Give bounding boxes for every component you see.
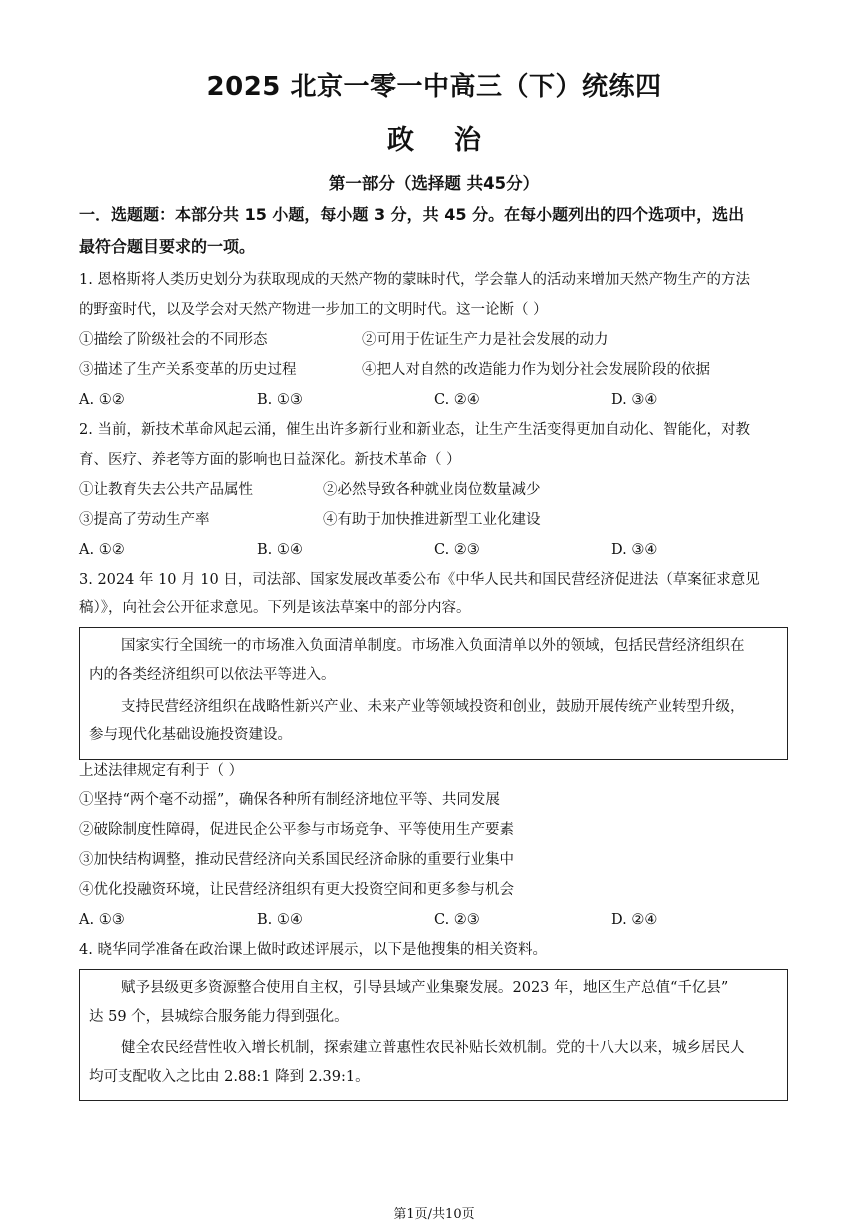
q3-material-line-2: 内的各类经济组织可以依法平等进入。	[89, 667, 336, 683]
q2-statement-3: ③提高了劳动生产率	[79, 512, 210, 528]
q4-stem-line-1: 4. 晓华同学准备在政治课上做时政述评展示，以下是他搜集的相关资料。	[79, 942, 547, 958]
q3-material-box	[79, 627, 788, 760]
q3-choice-a: A. ①③	[79, 912, 125, 928]
q3-choice-c: C. ②③	[434, 912, 480, 928]
q2-statement-1: ①让教育失去公共产品属性	[79, 482, 253, 498]
q3-statement-2: ②破除制度性障碍，促进民企公平参与市场竞争、平等使用生产要素	[79, 822, 514, 838]
q2-choice-b: B. ①④	[257, 542, 303, 558]
q2-choice-a: A. ①②	[79, 542, 125, 558]
q2-statement-2: ②必然导致各种就业岗位数量减少	[323, 482, 541, 498]
q4-material-box	[79, 969, 788, 1101]
q2-stem-line-2: 育、医疗、养老等方面的影响也日益深化。新技术革命（ ）	[79, 452, 461, 468]
subject-title: 政治	[387, 125, 521, 156]
instructions-line-2: 最符合题目要求的一项。	[79, 237, 256, 256]
q1-choice-d: D. ③④	[611, 392, 658, 408]
q1-statement-2: ②可用于佐证生产力是社会发展的动力	[362, 332, 609, 348]
q1-statement-1: ①描绘了阶级社会的不同形态	[79, 332, 268, 348]
instructions-line-1: 一．选题题：本部分共 15 小题，每小题 3 分，共 45 分。在每小题列出的四个选项中，选出	[79, 205, 745, 224]
q4-material-line-2: 达 59 个，县城综合服务能力得到强化。	[89, 1009, 349, 1025]
q3-prompt: 上述法律规定有利于（ ）	[79, 763, 244, 779]
q3-material-line-3: 支持民营经济组织在战略性新兴产业、未来产业等领域投资和创业，鼓励开展传统产业转型升级，	[121, 699, 745, 715]
q3-choice-b: B. ①④	[257, 912, 303, 928]
q2-choice-d: D. ③④	[611, 542, 658, 558]
q2-stem-line-1: 2. 当前，新技术革命风起云涌，催生出许多新行业和新业态，让生产生活变得更加自动化、智能化，对教	[79, 422, 750, 438]
q3-statement-4: ④优化投融资环境，让民营经济组织有更大投资空间和更多参与机会	[79, 882, 514, 898]
q1-statement-4: ④把人对自然的改造能力作为划分社会发展阶段的依据	[362, 362, 710, 378]
q2-statement-4: ④有助于加快推进新型工业化建设	[323, 512, 541, 528]
q1-choice-a: A. ①②	[79, 392, 125, 408]
q1-statement-3: ③描述了生产关系变革的历史过程	[79, 362, 297, 378]
part-title: 第一部分（选择题 共45分）	[328, 174, 540, 193]
q1-choice-b: B. ①③	[257, 392, 303, 408]
q4-material-line-1: 赋予县级更多资源整合使用自主权，引导县域产业集聚发展。2023 年，地区生产总值“千亿县”	[121, 980, 729, 996]
q4-material-line-4: 均可支配收入之比由 2.88:1 降到 2.39:1。	[89, 1069, 370, 1085]
q3-statement-3: ③加快结构调整，推动民营经济向关系国民经济命脉的重要行业集中	[79, 852, 514, 868]
q1-choice-c: C. ②④	[434, 392, 480, 408]
q3-statement-1: ①坚持“两个毫不动摇”，确保各种所有制经济地位平等、共同发展	[79, 792, 500, 808]
q3-choice-d: D. ②④	[611, 912, 658, 928]
q1-stem-line-1: 1. 恩格斯将人类历史划分为获取现成的天然产物的蒙昧时代，学会靠人的活动来增加天然产物生产的方法	[79, 272, 750, 288]
page-indicator: 第1页/共10页	[393, 1207, 475, 1222]
q3-material-line-1: 国家实行全国统一的市场准入负面清单制度。市场准入负面清单以外的领域，包括民营经济组织在	[121, 638, 745, 654]
section-instructions	[79, 199, 791, 263]
q3-stem-line-2: 稿）》，向社会公开征求意见。下列是该法草案中的部分内容。	[79, 600, 471, 616]
q4-material-line-3: 健全农民经营性收入增长机制，探索建立普惠性农民补贴长效机制。党的十八大以来，城乡居民人	[121, 1040, 745, 1056]
q2-choice-c: C. ②③	[434, 542, 480, 558]
q3-material-line-4: 参与现代化基础设施投资建设。	[89, 727, 292, 743]
q1-stem-line-2: 的野蛮时代，以及学会对天然产物进一步加工的文明时代。这一论断（ ）	[79, 302, 548, 318]
exam-title: 2025 北京一零一中高三（下）统练四	[206, 72, 662, 102]
q3-stem-line-1: 3. 2024 年 10 月 10 日，司法部、国家发展改革委公布《中华人民共和国民营经济促进法（草案征求意见	[79, 572, 760, 588]
